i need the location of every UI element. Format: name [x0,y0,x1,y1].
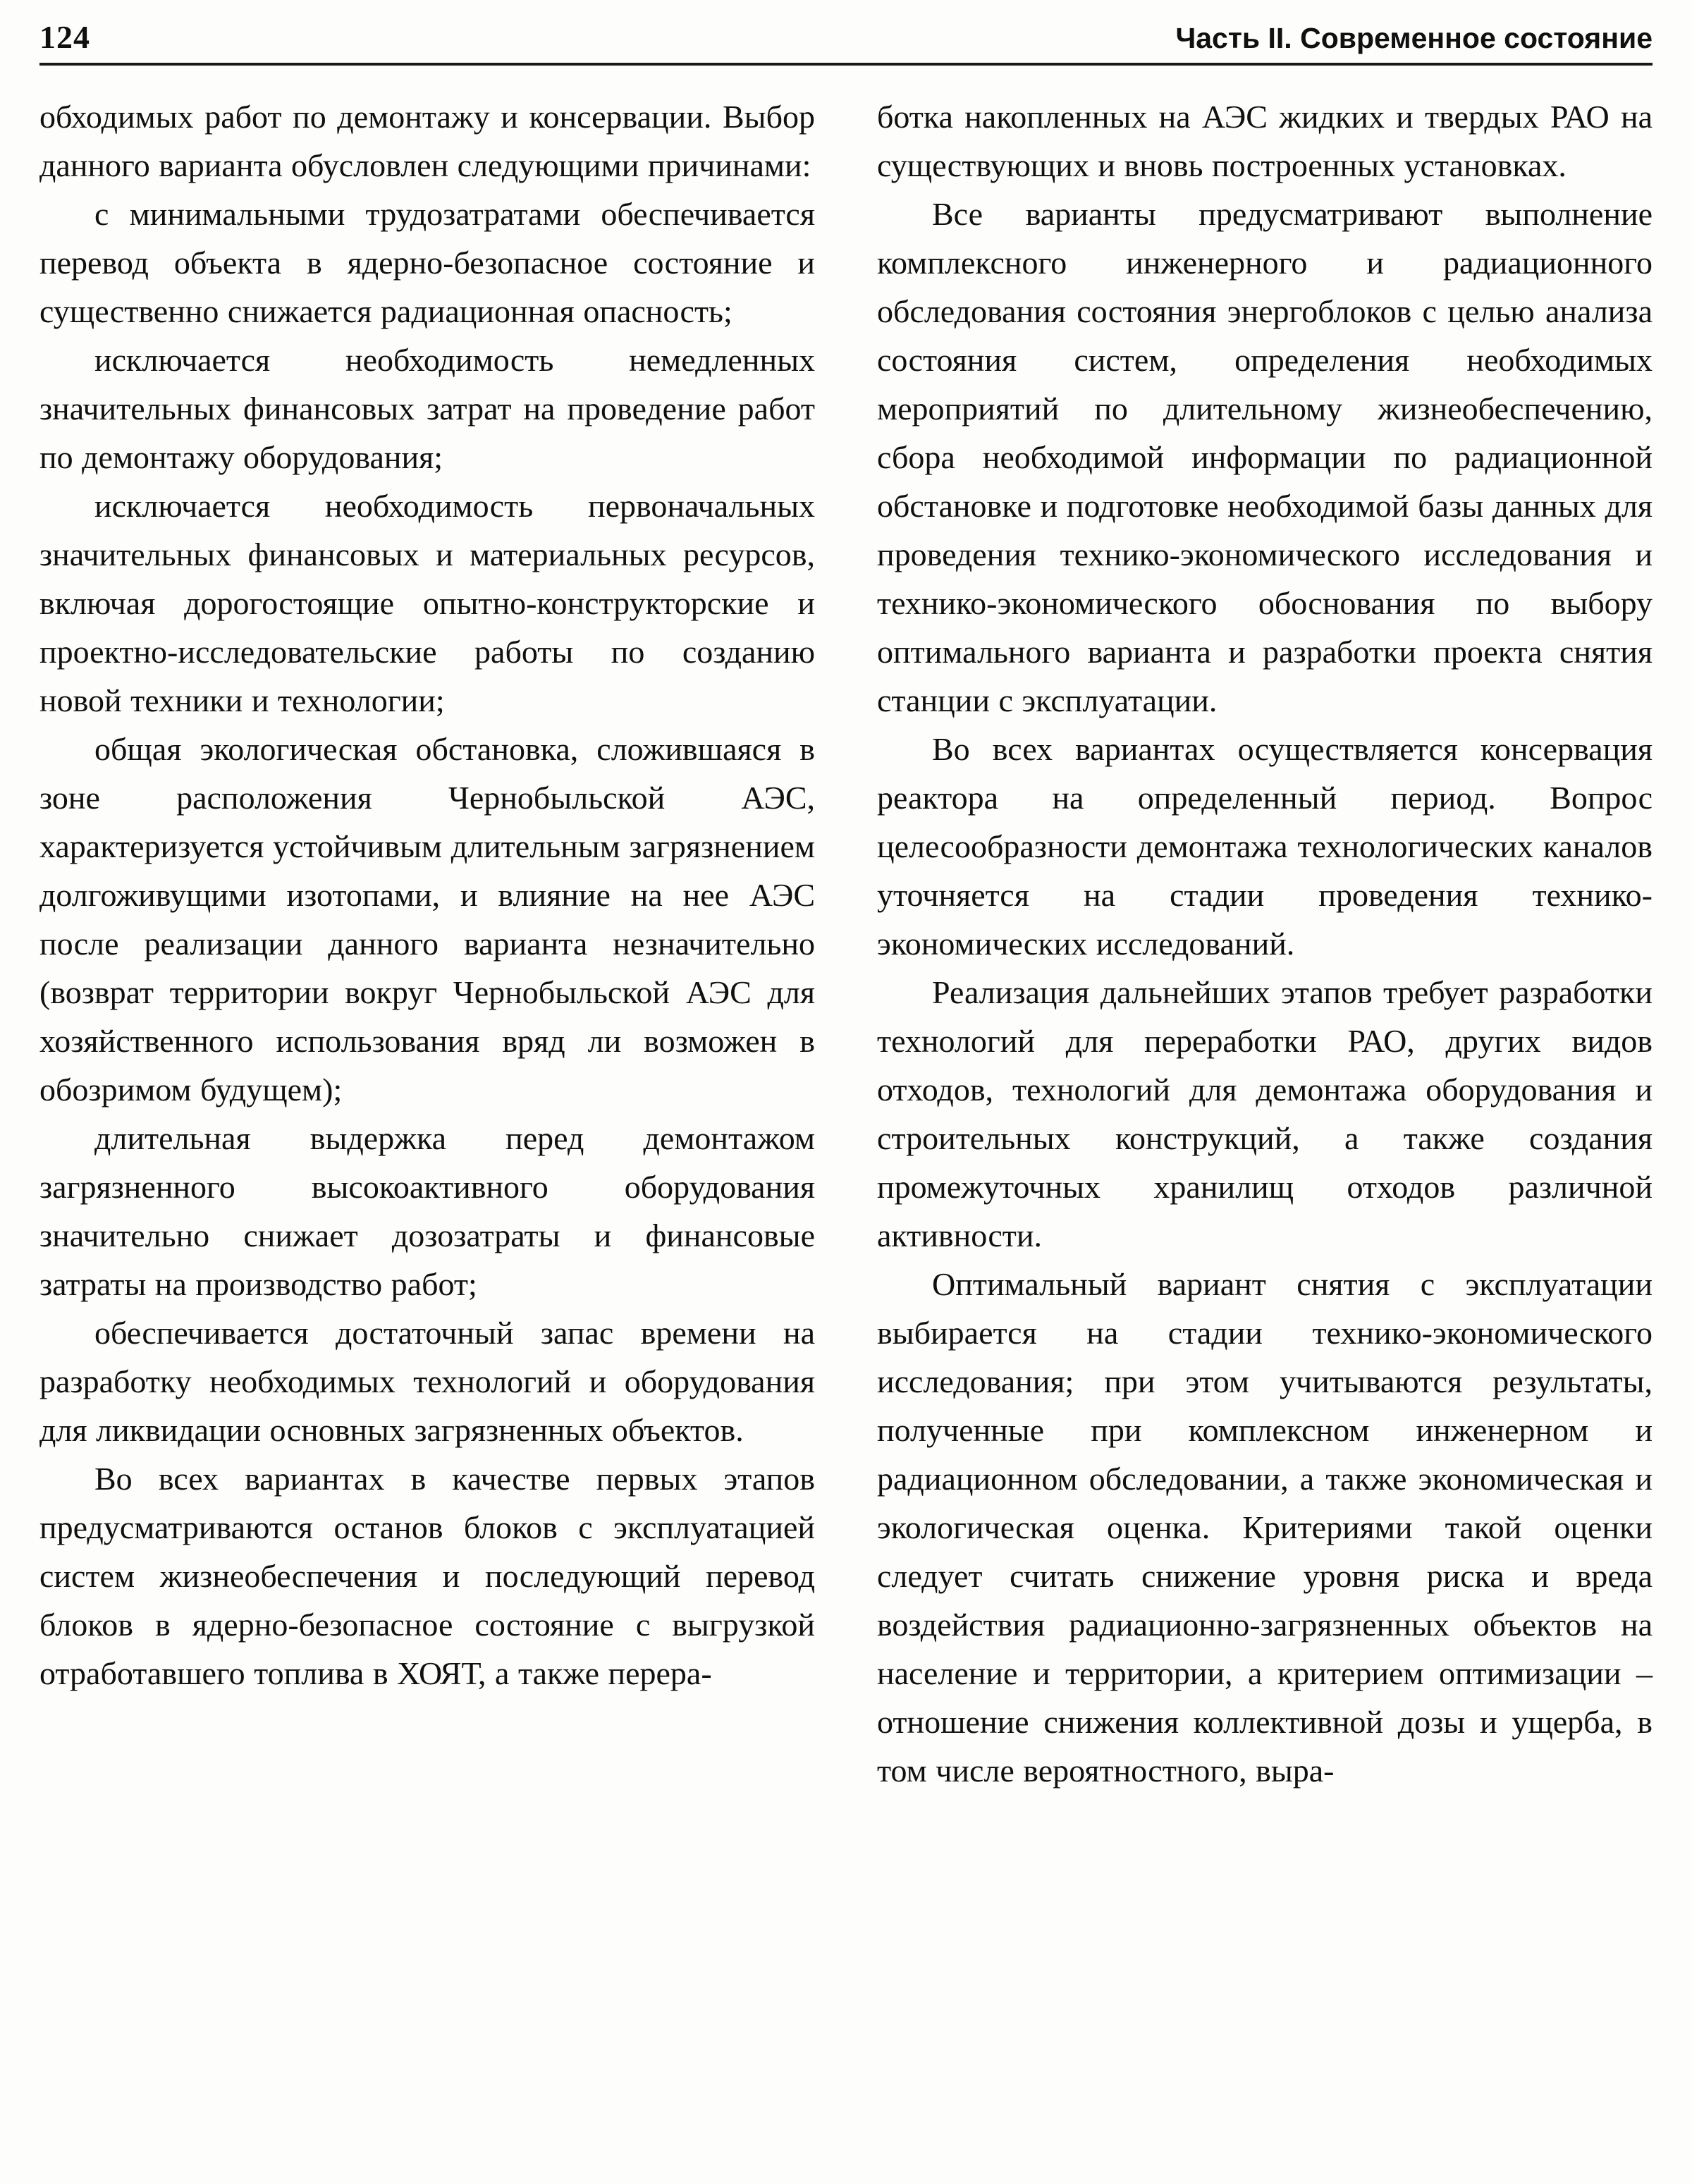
running-title: Часть II. Современное состояние [1175,22,1653,54]
paragraph: Реализация дальнейших этапов требует разработки технологий для переработки РАО, других видов отходов, технологий для демонтажа оборудования и строительных конструкций, а также создания промежуточных хранилищ отходов различной активности. [877,974,1653,1253]
page-number: 124 [39,19,90,55]
paragraph: Все варианты предусматривают выполнение комплексного инженерного и радиационного обследования состояния энергоблоков с целью анализа состояния систем, определения необходимых мероприятий по длительному жизнеобеспечению, сбора необходимой информации по радиационной обстановке и подготовке необходимой базы данных для проведения технико-экономического исследования и технико-экономического обоснования по выбору оптимального варианта и разработки проекта снятия станции с эксплуатации. [877,196,1653,718]
left-column [39,92,815,1795]
text-columns [39,92,1653,1795]
page-header [39,18,1653,56]
right-column [877,92,1653,1795]
paragraph: Во всех вариантах осуществляется консервация реактора на определенный период. Вопрос целесообразности демонтажа технологических каналов уточняется на стадии проведения технико-экономических исследований. [877,731,1653,962]
paragraph: Оптимальный вариант снятия с эксплуатации выбирается на стадии технико-экономического исследования; при этом учитываются результаты, полученные при комплексном инженерном и радиационном обследовании, а также экономическая и экологическая оценка. Критериями такой оценки следует считать снижение уровня риска и вреда воздействия радиационно-загрязненных объектов на население и территории, а критерием оптимизации – отношение снижения коллективной дозы и ущерба, в том числе вероятностного, выра- [877,1266,1653,1789]
header-rule [39,63,1653,66]
paragraph: исключается необходимость немедленных значительных финансовых затрат на проведение работ по демонтажу оборудования; [39,342,815,475]
paragraph: обеспечивается достаточный запас времени на разработку необходимых технологий и оборудования для ликвидации основных загрязненных объектов. [39,1315,815,1448]
paragraph: ботка накопленных на АЭС жидких и твердых РАО на существующих и вновь построенных установках. [877,99,1653,183]
paragraph: Во всех вариантах в качестве первых этапов предусматриваются останов блоков с эксплуатацией систем жизнеобеспечения и последующий перевод блоков в ядерно-безопасное состояние с выгрузкой отработавшего топлива в ХОЯТ, а также перера- [39,1461,815,1691]
paragraph: длительная выдержка перед демонтажом загрязненного высокоактивного оборудования значительно снижает дозозатраты и финансовые затраты на производство работ; [39,1120,815,1302]
paragraph: с минимальными трудозатратами обеспечивается перевод объекта в ядерно-безопасное состояние и существенно снижается радиационная опасность; [39,196,815,329]
paragraph: исключается необходимость первоначальных значительных финансовых и материальных ресурсов, включая дорогостоящие опытно-конструкторские и проектно-исследовательские работы по созданию новой техники и технологии; [39,488,815,718]
paragraph: обходимых работ по демонтажу и консервации. Выбор данного варианта обусловлен следующими причинами: [39,99,815,183]
paragraph: общая экологическая обстановка, сложившаяся в зоне расположения Чернобыльской АЭС, характеризуется устойчивым длительным загрязнением долгоживущими изотопами, и влияние на нее АЭС после реализации данного варианта незначительно (возврат территории вокруг Чернобыльской АЭС для хозяйственного использования вряд ли возможен в обозримом будущем); [39,731,815,1108]
